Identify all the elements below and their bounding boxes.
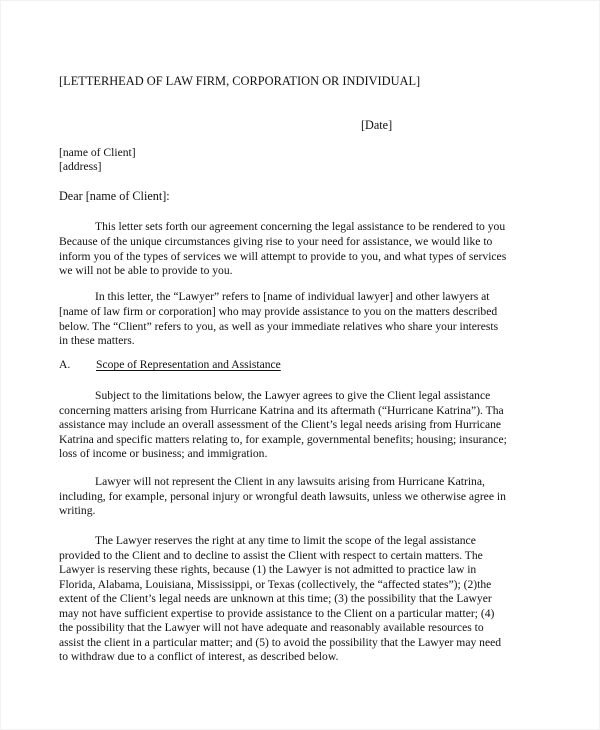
paragraph-5-line: may not have sufficient expertise to provide assistance to the Client on a particular matter; (4) (59, 607, 495, 620)
paragraph-2-line: [name of law firm or corporation] who may provide assistance to you on the matters described (59, 305, 498, 318)
paragraph-5-line: Florida, Alabama, Louisiana, Mississippi, or Texas (collectively, the “affected states”); (2)the (59, 578, 492, 591)
paragraph-5-line: to withdraw due to a conflict of interest, as described below. (59, 650, 339, 663)
paragraph-3-line: loss of income or business; and immigration. (59, 447, 268, 460)
paragraph-5-line: the possibility that the Lawyer will not have adequate and reasonably available resources to (59, 621, 484, 634)
paragraph-3-line: concerning matters arising from Hurricane Katrina and its aftermath (“Hurricane Katrina”). Tha (59, 404, 504, 417)
paragraph-1-line: we will not be able to provide to you. (59, 264, 233, 277)
salutation: Dear [name of Client]: (59, 189, 170, 203)
paragraph-2-line: below. The “Client” refers to you, as well as your immediate relatives who share your interests (59, 320, 499, 333)
paragraph-1-line: Because of the unique circumstances giving rise to your need for assistance, we would like to (59, 235, 493, 248)
section-title: Scope of Representation and Assistance (96, 358, 281, 371)
letter-date: [Date] (361, 118, 393, 132)
paragraph-5-line: provided to the Client and to decline to assist the Client with respect to certain matters. The (59, 549, 483, 562)
paragraph-1-line: inform you of the types of services we will attempt to provide to you, and what types of services (59, 250, 507, 263)
paragraph-3-line: assistance may include an overall assessment of the Client’s legal needs arising from Hurricane (59, 418, 502, 431)
paragraph-3-line: Subject to the limitations below, the Lawyer agrees to give the Client legal assistance (95, 389, 491, 402)
paragraph-4-line: Lawyer will not represent the Client in any lawsuits arising from Hurricane Katrina, (95, 475, 485, 488)
paragraph-1-line: This letter sets forth our agreement concerning the legal assistance to be rendered to you (95, 220, 506, 233)
section-letter: A. (59, 358, 71, 371)
section-a-heading (59, 358, 281, 372)
client-name: [name of Client] (59, 146, 136, 159)
letterhead: [LETTERHEAD OF LAW FIRM, CORPORATION OR INDIVIDUAL] (59, 74, 421, 88)
paragraph-3-line: Katrina and specific matters relating to, for example, governmental benefits; housing; insurance; (59, 433, 507, 446)
paragraph-2-line: In this letter, the “Lawyer” refers to [name of individual lawyer] and other lawyers at (95, 290, 490, 303)
paragraph-5-line: assist the client in a particular matter; and (5) to avoid the possibility that the Lawyer may need (59, 636, 502, 649)
paragraph-5-line: extent of the Client’s legal needs are unknown at this time; (3) the possibility that the Lawyer (59, 592, 492, 605)
paragraph-4-line: including, for example, personal injury or wrongful death lawsuits, unless we otherwise agree in (59, 490, 506, 503)
paragraph-5-line: The Lawyer reserves the right at any time to limit the scope of the legal assistance (95, 534, 476, 547)
paragraph-5-line: Lawyer is reserving these rights, because (1) the Lawyer is not admitted to practice law in (59, 563, 477, 576)
paragraph-2-line: in these matters. (59, 334, 135, 347)
client-address: [address] (59, 160, 102, 173)
paragraph-4-line: writing. (59, 504, 96, 517)
